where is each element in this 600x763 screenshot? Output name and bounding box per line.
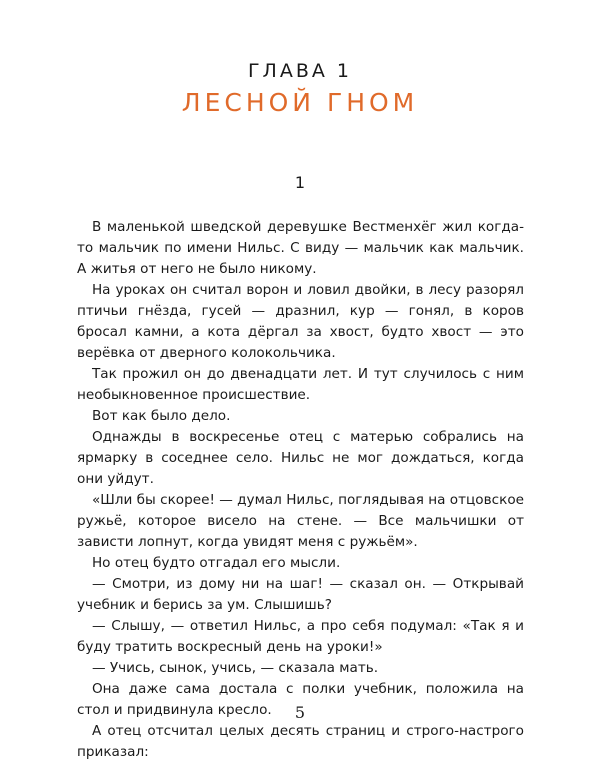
body-text xyxy=(77,217,524,763)
paragraph: — Слышу, — ответил Нильс, а про себя подумал: «Так я и буду тратить воскресный день на уроки!» xyxy=(77,618,524,655)
paragraph: Она даже сама достала с полки учебник, положила на стол и придвинула кресло. xyxy=(77,681,524,718)
paragraph: Но отец будто отгадал его мысли. xyxy=(91,555,341,571)
paragraph: В маленькой шведской деревушке Вестменхёг жил когда-то мальчик по имени Нильс. С виду — мальчик как мальчик. А житья от него не было никому. xyxy=(77,219,524,277)
paragraph: Так прожил он до двенадцати лет. И тут случилось с ним необыкновенное происшествие. xyxy=(77,366,524,403)
paragraph: На уроках он считал ворон и ловил двойки, в лесу разорял птичьи гнёзда, гусей — дразнил, кур — гонял, в коров бросал камни, а кота дёргал за хвост, будто хвост — это верёвка от дверного колокольчика. xyxy=(77,282,524,361)
paragraph: Однажды в воскресенье отец с матерью собрались на ярмарку в соседнее село. Нильс не мог дождаться, когда они уйдут. xyxy=(77,429,524,487)
paragraph: «Шли бы скорее! — думал Нильс, поглядывая на отцовское ружьё, которое висело на стене. — Все мальчишки от зависти лопнут, когда увидят меня с ружьём». xyxy=(77,492,524,550)
paragraph: А отец отсчитал целых десять страниц и строго-настрого приказал: xyxy=(77,723,524,760)
section-number: 1 xyxy=(294,173,306,192)
paragraph: — Учись, сынок, учись, — сказала мать. xyxy=(91,660,379,676)
chapter-label: ГЛАВА 1 xyxy=(247,60,353,82)
paragraph: Вот как было дело. xyxy=(91,408,231,424)
chapter-title: ЛЕСНОЙ ГНОМ xyxy=(181,88,419,117)
paragraph: — Смотри, из дому ни на шаг! — сказал он. — Открывай учебник и берись за ум. Слышишь? xyxy=(77,576,524,613)
page-number: 5 xyxy=(294,703,306,722)
